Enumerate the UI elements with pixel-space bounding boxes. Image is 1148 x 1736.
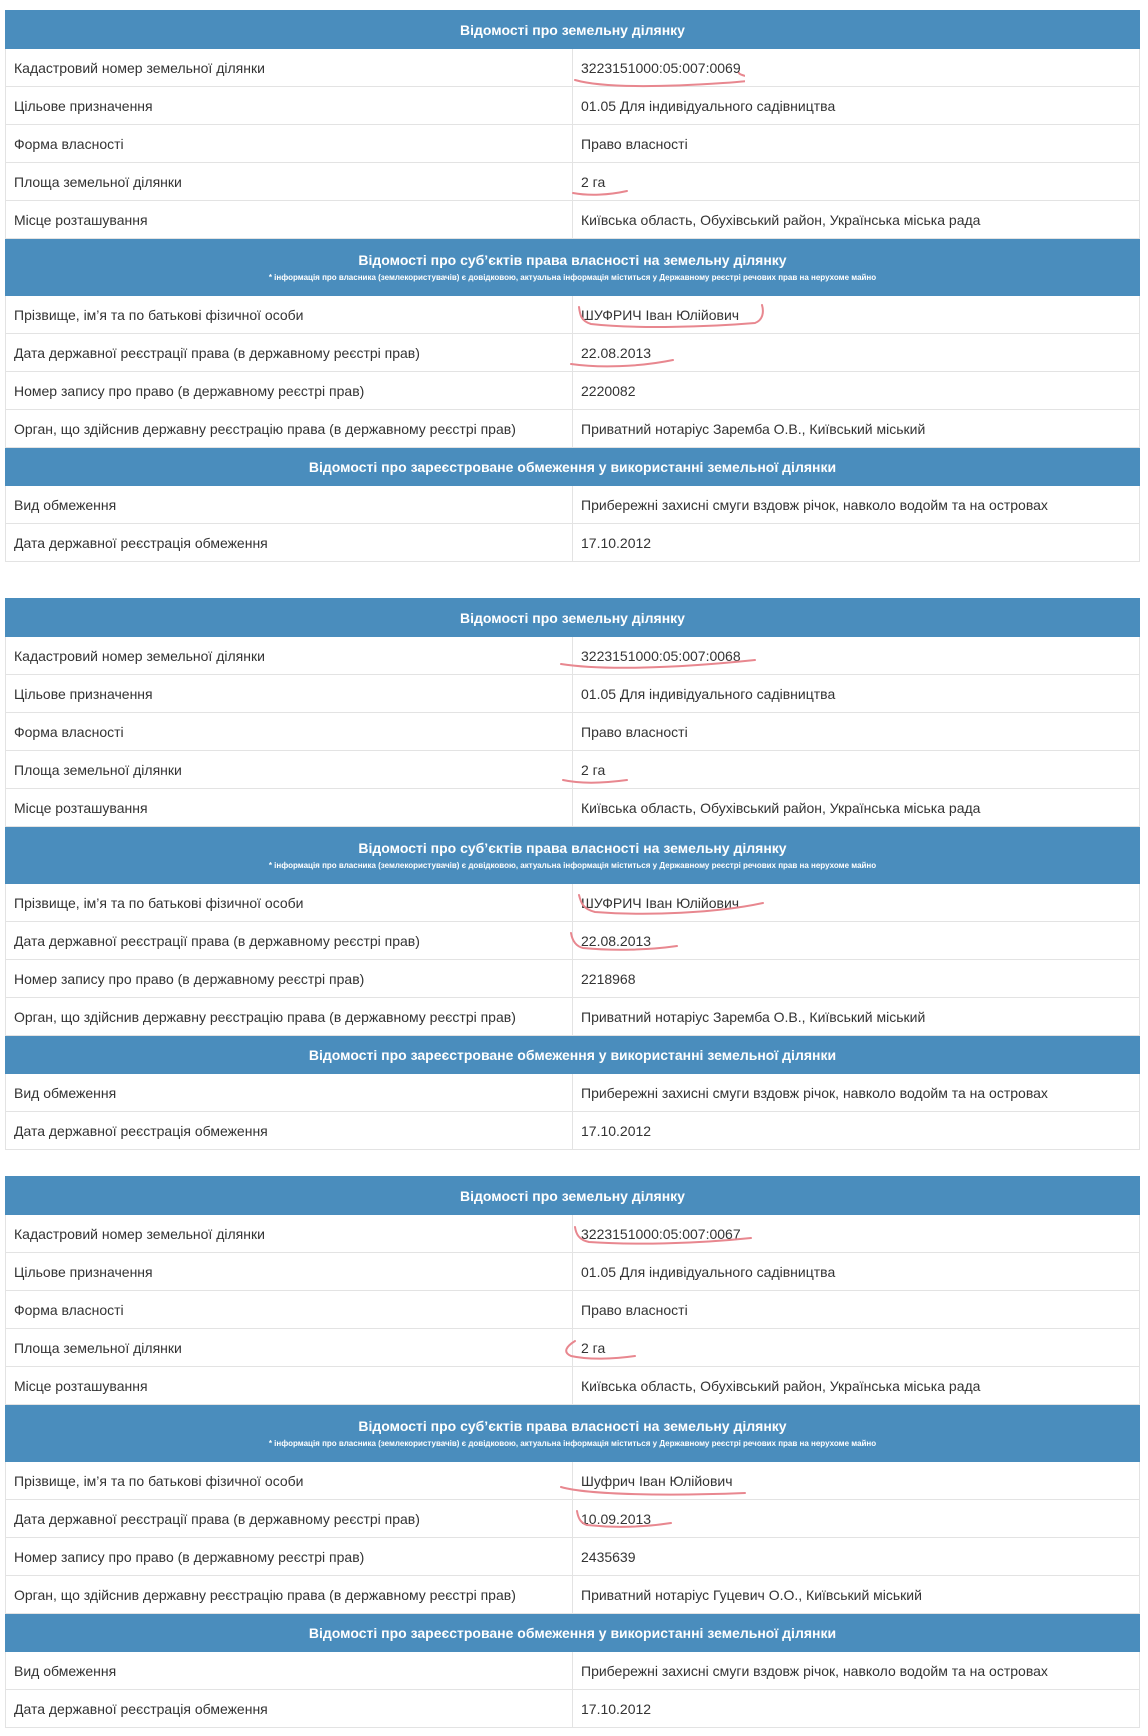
- section-title: Відомості про зареєстроване обмеження у використанні земельної ділянки: [6, 448, 1140, 486]
- cadastral-value: 3223151000:05:007:0069: [581, 59, 741, 76]
- row-ownership-form: [6, 1291, 1140, 1329]
- row-owner-name: [6, 884, 1140, 922]
- field-value: 17.10.2012: [573, 1690, 1140, 1728]
- field-label: Місце розташування: [6, 789, 573, 827]
- row-authority: [6, 410, 1140, 448]
- section-note: * інформація про власника (землекористувачів) є довідковою, актуальна інформація міститься у Державному реєстрі речових прав на нерухоме майно: [268, 1439, 877, 1448]
- area-value: 2 га: [581, 1339, 606, 1356]
- row-location: [6, 789, 1140, 827]
- section-title: Відомості про суб’єктів права власності на земельну ділянку: [358, 1418, 787, 1434]
- field-value: Прибережні захисні смуги вздовж річок, навколо водойм та на островах: [573, 1074, 1140, 1112]
- field-label: Вид обмеження: [6, 1074, 573, 1112]
- field-value-cell: [573, 637, 1140, 675]
- row-cadastral: [6, 637, 1140, 675]
- field-value: Право власності: [573, 713, 1140, 751]
- field-label: Дата державної реєстрація обмеження: [6, 524, 573, 562]
- field-value: Київська область, Обухівський район, Українська міська рада: [573, 789, 1140, 827]
- field-value: 2435639: [573, 1538, 1140, 1576]
- field-value: Право власності: [573, 125, 1140, 163]
- row-owner-name: [6, 296, 1140, 334]
- field-label: Площа земельної ділянки: [6, 751, 573, 789]
- field-value: Приватний нотаріус Гуцевич О.О., Київський міський: [573, 1576, 1140, 1614]
- section-title: Відомості про зареєстроване обмеження у використанні земельної ділянки: [6, 1614, 1140, 1652]
- land-record-card-1: [5, 10, 1140, 562]
- field-value-cell: [573, 163, 1140, 201]
- section-header-owners: [6, 1405, 1140, 1462]
- row-location: [6, 1367, 1140, 1405]
- field-value: Київська область, Обухівський район, Українська міська рада: [573, 1367, 1140, 1405]
- field-label: Кадастровий номер земельної ділянки: [6, 1215, 573, 1253]
- section-header-restriction: [6, 1614, 1140, 1652]
- field-value-cell: [573, 1462, 1140, 1500]
- field-label: Цільове призначення: [6, 87, 573, 125]
- field-value: Прибережні захисні смуги вздовж річок, навколо водойм та на островах: [573, 486, 1140, 524]
- row-owner-name: [6, 1462, 1140, 1500]
- field-label: Кадастровий номер земельної ділянки: [6, 637, 573, 675]
- field-value: 01.05 Для індивідуального садівництва: [573, 1253, 1140, 1291]
- field-value-cell: [573, 1215, 1140, 1253]
- cadastral-value: 3223151000:05:007:0068: [581, 647, 741, 664]
- reg-date-value: 22.08.2013: [581, 932, 652, 949]
- row-purpose: [6, 1253, 1140, 1291]
- area-value: 2 га: [581, 761, 606, 778]
- land-record-table: [5, 10, 1140, 562]
- field-label: Місце розташування: [6, 1367, 573, 1405]
- field-value: Право власності: [573, 1291, 1140, 1329]
- row-area: [6, 751, 1140, 789]
- section-header-restriction: [6, 1036, 1140, 1074]
- row-record-no: [6, 960, 1140, 998]
- section-title-cell: [6, 1405, 1140, 1462]
- section-note: * інформація про власника (землекористувачів) є довідковою, актуальна інформація міститься у Державному реєстрі речових прав на нерухоме майно: [268, 273, 877, 282]
- field-value-cell: [573, 296, 1140, 334]
- row-reg-date: [6, 1500, 1140, 1538]
- field-label: Площа земельної ділянки: [6, 1329, 573, 1367]
- section-title: Відомості про зареєстроване обмеження у використанні земельної ділянки: [6, 1036, 1140, 1074]
- field-label: Орган, що здійснив державну реєстрацію права (в державному реєстрі прав): [6, 998, 573, 1036]
- row-restriction-type: [6, 1652, 1140, 1690]
- field-value-cell: [573, 751, 1140, 789]
- field-label: Орган, що здійснив державну реєстрацію права (в державному реєстрі прав): [6, 1576, 573, 1614]
- row-area: [6, 1329, 1140, 1367]
- field-label: Орган, що здійснив державну реєстрацію права (в державному реєстрі прав): [6, 410, 573, 448]
- field-label: Площа земельної ділянки: [6, 163, 573, 201]
- row-cadastral: [6, 1215, 1140, 1253]
- section-note: * інформація про власника (землекористувачів) є довідковою, актуальна інформація міститься у Державному реєстрі речових прав на нерухоме майно: [268, 861, 877, 870]
- field-label: Прізвище, ім’я та по батькові фізичної особи: [6, 884, 573, 922]
- field-value: Приватний нотаріус Заремба О.В., Київський міський: [573, 998, 1140, 1036]
- field-label: Кадастровий номер земельної ділянки: [6, 49, 573, 87]
- field-label: Дата державної реєстрації права (в державному реєстрі прав): [6, 922, 573, 960]
- section-title: Відомості про земельну ділянку: [6, 599, 1140, 637]
- field-label: Номер запису про право (в державному реєстрі прав): [6, 1538, 573, 1576]
- row-authority: [6, 998, 1140, 1036]
- section-title-cell: [6, 827, 1140, 884]
- row-record-no: [6, 372, 1140, 410]
- field-label: Форма власності: [6, 1291, 573, 1329]
- section-title: Відомості про земельну ділянку: [6, 1177, 1140, 1215]
- owner-name-value: ШУФРИЧ Іван Юлійович: [581, 894, 740, 911]
- row-location: [6, 201, 1140, 239]
- field-label: Форма власності: [6, 125, 573, 163]
- field-label: Цільове призначення: [6, 1253, 573, 1291]
- section-header-restriction: [6, 448, 1140, 486]
- field-label: Номер запису про право (в державному реєстрі прав): [6, 960, 573, 998]
- field-label: Форма власності: [6, 713, 573, 751]
- field-label: Дата державної реєстрації права (в державному реєстрі прав): [6, 1500, 573, 1538]
- land-record-card-2: [5, 598, 1140, 1150]
- row-cadastral: [6, 49, 1140, 87]
- land-record-table: [5, 1176, 1140, 1728]
- row-restriction-date: [6, 524, 1140, 562]
- row-purpose: [6, 87, 1140, 125]
- field-value: 17.10.2012: [573, 1112, 1140, 1150]
- field-label: Дата державної реєстрація обмеження: [6, 1112, 573, 1150]
- section-title: Відомості про суб’єктів права власності на земельну ділянку: [358, 840, 787, 856]
- row-purpose: [6, 675, 1140, 713]
- section-title-cell: [6, 239, 1140, 296]
- owner-name-value: ШУФРИЧ Іван Юлійович: [581, 306, 740, 323]
- field-label: Дата державної реєстрація обмеження: [6, 1690, 573, 1728]
- field-value: 2220082: [573, 372, 1140, 410]
- field-label: Вид обмеження: [6, 1652, 573, 1690]
- reg-date-value: 10.09.2013: [581, 1510, 652, 1527]
- field-value: Приватний нотаріус Заремба О.В., Київський міський: [573, 410, 1140, 448]
- row-authority: [6, 1576, 1140, 1614]
- field-value-cell: [573, 1329, 1140, 1367]
- field-label: Прізвище, ім’я та по батькові фізичної особи: [6, 296, 573, 334]
- row-restriction-type: [6, 1074, 1140, 1112]
- field-value: 2218968: [573, 960, 1140, 998]
- field-value-cell: [573, 334, 1140, 372]
- field-value-cell: [573, 922, 1140, 960]
- field-label: Вид обмеження: [6, 486, 573, 524]
- area-value: 2 га: [581, 173, 606, 190]
- section-header-owners: [6, 239, 1140, 296]
- field-value: 17.10.2012: [573, 524, 1140, 562]
- field-value-cell: [573, 49, 1140, 87]
- cadastral-value: 3223151000:05:007:0067: [581, 1225, 741, 1242]
- row-record-no: [6, 1538, 1140, 1576]
- section-header-land: [6, 599, 1140, 637]
- section-title: Відомості про суб’єктів права власності на земельну ділянку: [358, 252, 787, 268]
- row-area: [6, 163, 1140, 201]
- field-label: Місце розташування: [6, 201, 573, 239]
- reg-date-value: 22.08.2013: [581, 344, 652, 361]
- section-title: Відомості про земельну ділянку: [6, 11, 1140, 49]
- section-header-land: [6, 11, 1140, 49]
- row-restriction-date: [6, 1112, 1140, 1150]
- owner-name-value: Шуфрич Іван Юлійович: [581, 1472, 733, 1489]
- field-value: 01.05 Для індивідуального садівництва: [573, 675, 1140, 713]
- field-value: 01.05 Для індивідуального садівництва: [573, 87, 1140, 125]
- section-header-owners: [6, 827, 1140, 884]
- field-label: Дата державної реєстрації права (в державному реєстрі прав): [6, 334, 573, 372]
- section-header-land: [6, 1177, 1140, 1215]
- land-record-card-3: [5, 1176, 1140, 1728]
- field-label: Прізвище, ім’я та по батькові фізичної особи: [6, 1462, 573, 1500]
- field-label: Номер запису про право (в державному реєстрі прав): [6, 372, 573, 410]
- row-restriction-type: [6, 486, 1140, 524]
- field-value-cell: [573, 1500, 1140, 1538]
- field-value: Київська область, Обухівський район, Українська міська рада: [573, 201, 1140, 239]
- row-reg-date: [6, 922, 1140, 960]
- land-record-table: [5, 598, 1140, 1150]
- row-restriction-date: [6, 1690, 1140, 1728]
- field-value: Прибережні захисні смуги вздовж річок, навколо водойм та на островах: [573, 1652, 1140, 1690]
- field-label: Цільове призначення: [6, 675, 573, 713]
- row-ownership-form: [6, 713, 1140, 751]
- field-value-cell: [573, 884, 1140, 922]
- row-ownership-form: [6, 125, 1140, 163]
- row-reg-date: [6, 334, 1140, 372]
